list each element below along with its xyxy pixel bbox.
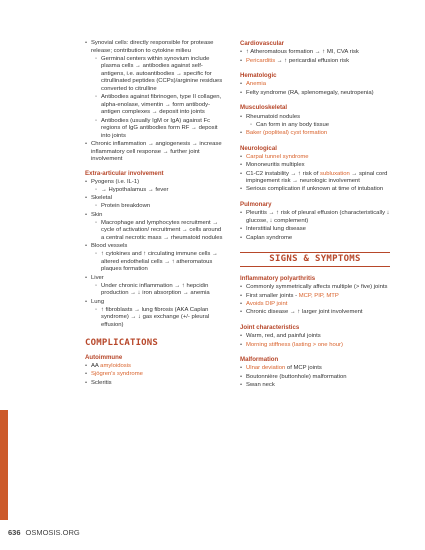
autoimmune-list <box>85 363 225 387</box>
list-item: • Boutonnière (buttonhole) malformation <box>240 374 390 382</box>
left-column <box>85 40 225 388</box>
pericarditis-link[interactable]: Pericarditis <box>246 57 276 64</box>
list-item: • Caplan syndrome <box>240 235 390 243</box>
list-item: • Warm, red, and painful joints <box>240 333 390 341</box>
list-item: • Swan neck <box>240 382 390 390</box>
list-item: ◦ ↑ cytokines and ↑ circulating immune cells → altered endothelial cells → ↑ atheromatous plaques formation <box>95 251 225 274</box>
list-item <box>85 275 225 298</box>
list-item <box>85 243 225 274</box>
sublist <box>95 307 225 330</box>
hematologic-heading: Hematologic <box>240 72 277 80</box>
list-item <box>85 363 225 371</box>
infl2-prefix: First smaller joints - <box>246 292 299 299</box>
synovial-sublist <box>95 56 225 141</box>
inflammatory-list <box>240 284 390 317</box>
skin-label: Skin <box>91 211 103 218</box>
list-item: ◦ Protein breakdown <box>95 203 225 211</box>
musculoskeletal-heading: Musculoskeletal <box>240 104 288 112</box>
c1c2-rest: → spinal cord impingement risk → neurologic involvement <box>246 170 388 185</box>
list-item <box>85 179 225 195</box>
ulnar-deviation-link[interactable]: Ulnar deviation <box>246 365 286 372</box>
right-column <box>240 40 390 391</box>
mcp-pip-mtp-link[interactable]: MCP, PIP, MTP <box>298 292 339 299</box>
list-item: • Mononeuritis multiplex <box>240 162 390 170</box>
list-item <box>85 195 225 211</box>
list-item <box>240 342 390 350</box>
list-item <box>240 114 390 130</box>
list-item: ◦ Germinal centers within synovium include plasma cells → antibodies against self-antigens, i.e. autoantibodies → specific for citrullinated peptides (CCPs)/arginine residues converted to citrulline <box>95 56 225 94</box>
list-item: • Chronic disease → ↑ larger joint involvement <box>240 309 390 317</box>
subluxation-link[interactable]: subluxation <box>319 170 350 177</box>
list-item <box>240 81 390 89</box>
list-item: ◦ Antibodies against fibrinogen, type II collagen, alpha-enolase, vimentin → form antibody-antigen complexes → deposit into joints <box>95 94 225 117</box>
list-item: ◦ Antibodies (usually IgM or IgA) against Fc regions of IgG antibodies form RF → deposit into joints <box>95 118 225 141</box>
synovial-intro: Synovial cells: directly responsible for protease release; contribution to cytokine milieu <box>91 40 214 54</box>
neurological-heading: Neurological <box>240 144 277 152</box>
list-item: • ↑ Atheromatous formation → ↑ MI, CVA risk <box>240 49 390 57</box>
ulnar-rest: of MCP joints <box>285 365 322 372</box>
list-item: ◦ Can form in any body tissue <box>250 122 390 130</box>
list-item <box>240 154 390 162</box>
list-item <box>240 293 390 301</box>
list-item: • Chronic inflammation → angiogenesis → increase inflammatory cell response → further joint involvement <box>85 141 225 164</box>
sublist <box>95 187 225 195</box>
list-item <box>240 365 390 373</box>
lung-label: Lung <box>91 298 105 305</box>
extra-articular-heading: Extra-articular involvement <box>85 169 164 177</box>
sublist <box>250 122 390 130</box>
sublist <box>95 283 225 298</box>
neurological-list <box>240 154 390 194</box>
extra-articular-list <box>85 179 225 329</box>
list-item: ◦ Macrophage and lymphocytes recruitment → cycle of activation/ recruitment → cells around a central necrotic mass → rheumatoid nodules <box>95 220 225 243</box>
carpal-tunnel-link[interactable]: Carpal tunnel syndrome <box>246 153 309 160</box>
pulmonary-heading: Pulmonary <box>240 201 272 209</box>
list-item: ◦ → Hypothalamus → fever <box>95 187 225 195</box>
page-footer <box>8 528 80 538</box>
sjogren-link[interactable]: Sjögren's syndrome <box>91 371 143 378</box>
dip-joint-link[interactable]: Avoids DIP joint <box>246 301 288 308</box>
pyogens-label: Pyogens (i.e. IL-1) <box>91 178 140 185</box>
autoimmune-heading: Autoimmune <box>85 353 123 361</box>
list-item <box>240 58 390 66</box>
c1c2-prefix: C1-C2 instability → ↑ risk of <box>246 170 320 177</box>
morning-stiffness-link[interactable]: Morning stiffness (lasting > one hour) <box>246 341 343 348</box>
cardiovascular-heading: Cardiovascular <box>240 40 285 47</box>
sublist <box>95 203 225 211</box>
joint-characteristics-heading: Joint characteristics <box>240 323 300 331</box>
list-item <box>85 40 225 140</box>
malformation-list <box>240 365 390 389</box>
pathophysiology-list <box>85 40 225 164</box>
footer-site[interactable]: OSMOSIS.ORG <box>25 528 80 537</box>
list-item <box>85 299 225 330</box>
list-item <box>85 212 225 243</box>
skeletal-label: Skeletal <box>91 195 112 202</box>
list-item <box>240 171 390 186</box>
list-item: • Scleritis <box>85 380 225 388</box>
list-item: • Interstitial lung disease <box>240 226 390 234</box>
inflammatory-heading: Inflammatory polyarthritis <box>240 275 316 283</box>
list-item: ◦ Under chronic inflammation → ↑ hepcidin production → ↓ iron absorption → anemia <box>95 283 225 298</box>
baker-cyst-link[interactable]: Baker (popliteal) cyst formation <box>246 130 328 137</box>
pulmonary-list <box>240 210 390 242</box>
sublist <box>95 251 225 274</box>
cardiovascular-list <box>240 49 390 65</box>
list-item <box>240 130 390 138</box>
amyloidosis-link[interactable]: amyloidosis <box>100 363 131 370</box>
joint-characteristics-list <box>240 333 390 349</box>
list-item: • Serious complication if unknown at time of intubation <box>240 186 390 194</box>
list-item <box>240 301 390 309</box>
chapter-side-tab <box>0 410 8 520</box>
signs-symptoms-heading: SIGNS & SYMPTOMS <box>269 253 361 264</box>
malformation-heading: Malformation <box>240 356 279 364</box>
list-item: • Pleuritis → ↑ risk of pleural effusion (characteristically ↓ glucose, ↓ complement) <box>240 210 390 225</box>
list-item: • Commonly symmetrically affects multiple (> five) joints <box>240 284 390 292</box>
sublist <box>95 220 225 243</box>
complications-heading: COMPLICATIONS <box>85 338 159 349</box>
pericarditis-rest: → ↑ pericardial effusion risk <box>275 57 350 64</box>
list-item: • Felty syndrome (RA, splenomegaly, neutropenia) <box>240 90 390 98</box>
page-number: 636 <box>8 528 21 537</box>
list-item <box>85 371 225 379</box>
liver-label: Liver <box>91 274 104 281</box>
anemia-link[interactable]: Anemia <box>246 81 266 88</box>
nodules-label: Rheumatoid nodules <box>246 113 301 120</box>
musculoskeletal-list <box>240 114 390 138</box>
blood-vessels-label: Blood vessels <box>91 243 128 250</box>
signs-symptoms-banner <box>240 252 390 267</box>
hematologic-list <box>240 81 390 97</box>
list-item: ◦ ↑ fibroblasts → lung fibrosis (AKA Caplan syndrome) → ↓ gas exchange (+/- pleural effusion) <box>95 307 225 330</box>
aa-prefix: AA <box>91 363 101 370</box>
